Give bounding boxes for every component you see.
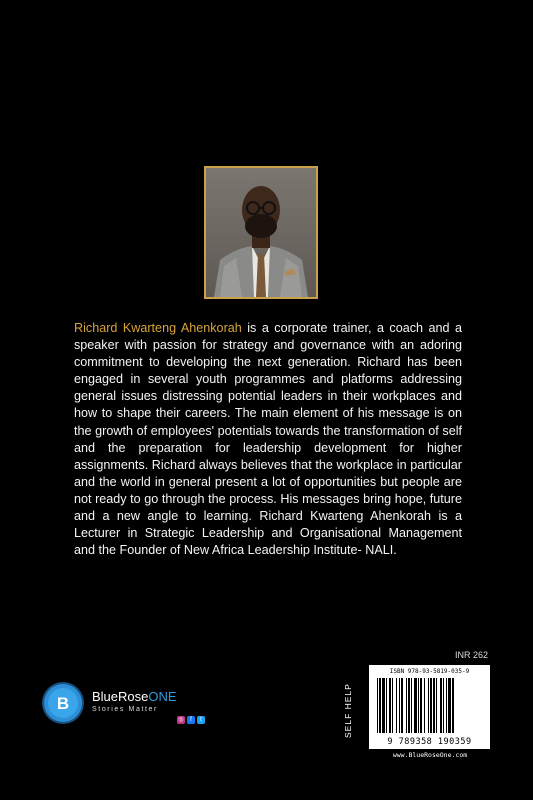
twitter-icon[interactable]: t	[197, 716, 205, 724]
social-icons	[177, 716, 205, 724]
isbn-label: ISBN 978-93-5819-035-9	[389, 668, 470, 675]
isbn-barcode	[369, 665, 490, 749]
barcode-bars	[375, 678, 484, 733]
author-name: Richard Kwarteng Ahenkorah	[74, 321, 242, 335]
publisher-name: BlueRoseONE	[92, 689, 177, 704]
barcode-number: 9 789358 190359	[387, 737, 472, 747]
price-label: INR 262	[455, 650, 489, 660]
instagram-icon[interactable]: ◎	[178, 717, 184, 723]
publisher-website: www.BlueRoseOne.com	[392, 751, 468, 759]
biography-text: is a corporate trainer, a coach and a speaker with passion for strategy and governance with an adoring commitment to developing the next generation. Richard has been engaged in several youth programmes and platforms addressing general issues distressing potential leaders in their workplaces and how to shape their careers. The main element of his message is on the growth of employees' potentials towards the transformation of self and the preparation for leadership development for higher assignments. Richard always believes that the workplace in particular and the world in general present a lot of opportunities but people are not ready to go through the process. His messages bring hope, future and a new angle to learning. Richard Kwarteng Ahenkorah is a Lecturer in Strategic Leadership and Organisational Management and the Founder of New Africa Leadership Institute- NALI.	[74, 321, 463, 558]
category-label: SELF HELP	[343, 683, 353, 738]
publisher-tagline: Stories Matter	[92, 706, 158, 713]
publisher-logo-icon	[44, 684, 82, 722]
author-portrait-image	[206, 168, 316, 297]
author-photo	[204, 166, 318, 299]
svg-text:B: B	[56, 694, 70, 713]
author-biography	[74, 320, 462, 559]
facebook-icon[interactable]: f	[187, 716, 195, 724]
